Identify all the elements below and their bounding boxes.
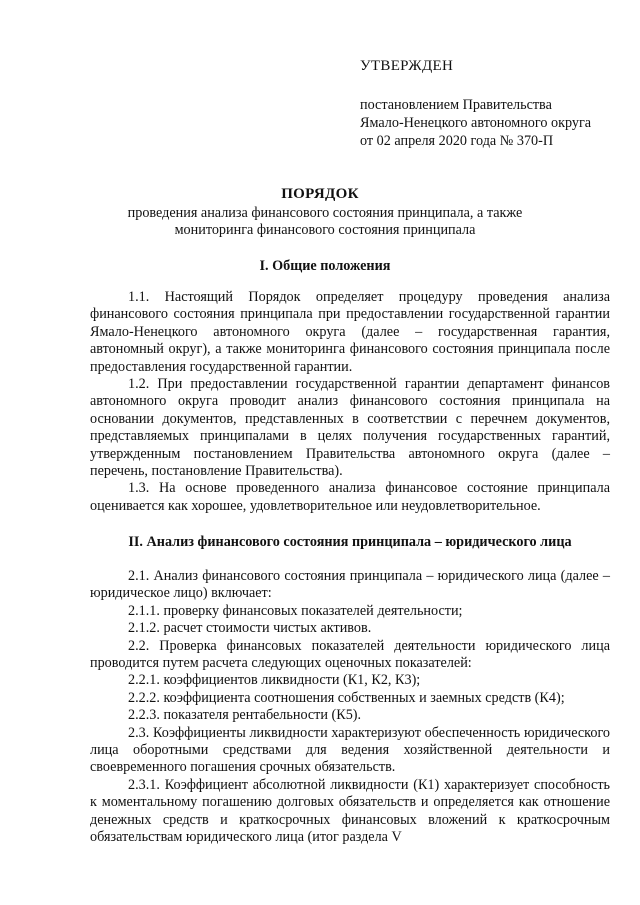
section-2-body [90,568,610,847]
section-2-heading: II. Анализ финансового состояния принципала – юридического лица [128,534,572,550]
paragraph-2-1-1: 2.1.1. проверку финансовых показателей деятельности; [128,602,463,619]
document-title: ПОРЯДОК [281,186,359,202]
paragraph-2-3: 2.3. Коэффициенты ликвидности характеризуют обеспеченность юридического лица оборотными средствами для ведения хозяйственной деятельности и своевременного погашения срочных обязательств. [90,724,610,776]
paragraph-2-2-3: 2.2.3. показателя рентабельности (К5). [128,707,362,724]
paragraph-2-2-2: 2.2.2. коэффициента соотношения собственных и заемных средств (К4); [128,689,565,706]
section-1-heading: I. Общие положения [259,258,391,274]
paragraph-1-2: 1.2. При предоставлении государственной гарантии департамент финансов автономного округа проводит анализ финансового состояния принципала на основании документов, представленных в соответствии с перечнем документов, представляемых принципалами в целях получения государственных гарантий, утвержденным постановлением Правительства автономного округа (далее – перечень, постановление Правительства). [90,376,610,480]
approval-line-1: постановлением Правительства [360,97,552,113]
paragraph-2-3-1: 2.3.1. Коэффициент абсолютной ликвидности (К1) характеризует способность к моментальному погашению долговых обязательств и определяется как отношение денежных средств и краткосрочных финансовых вложений к краткосрочным обязательствам юридического лица (итог раздела V [90,776,610,846]
paragraph-2-1: 2.1. Анализ финансового состояния принципала – юридического лица (далее – юридическое лицо) включает: [90,568,610,602]
paragraph-2-1-2: 2.1.2. расчет стоимости чистых активов. [128,620,372,637]
paragraph-1-1: 1.1. Настоящий Порядок определяет процедуру проведения анализа финансового состояния принципала при предоставлении государственной гарантии Ямало-Ненецкого автономного округа (далее – государственная гарантия, автономный округ), а также мониторинга финансового состояния принципала после предоставления государственной гарантии. [90,289,610,375]
approval-title: УТВЕРЖДЕН [360,58,454,74]
paragraph-2-2: 2.2. Проверка финансовых показателей деятельности юридического лица проводится путем расчета следующих оценочных показателей: [90,637,610,672]
paragraph-2-2-1: 2.2.1. коэффициентов ликвидности (К1, К2, К3); [128,672,421,689]
approval-block [360,97,591,151]
approval-line-2: Ямало-Ненецкого автономного округа [360,115,592,131]
approval-line-3: от 02 апреля 2020 года № 370-П [360,133,554,149]
document-subtitle: проведения анализа финансового состояния принципала, а также мониторинга финансового состояния принципала [127,205,523,239]
section-1-body [90,289,610,515]
paragraph-1-3: 1.3. На основе проведенного анализа финансовое состояние принципала оценивается как хорошее, удовлетворительное или неудовлетворительное. [90,480,610,514]
